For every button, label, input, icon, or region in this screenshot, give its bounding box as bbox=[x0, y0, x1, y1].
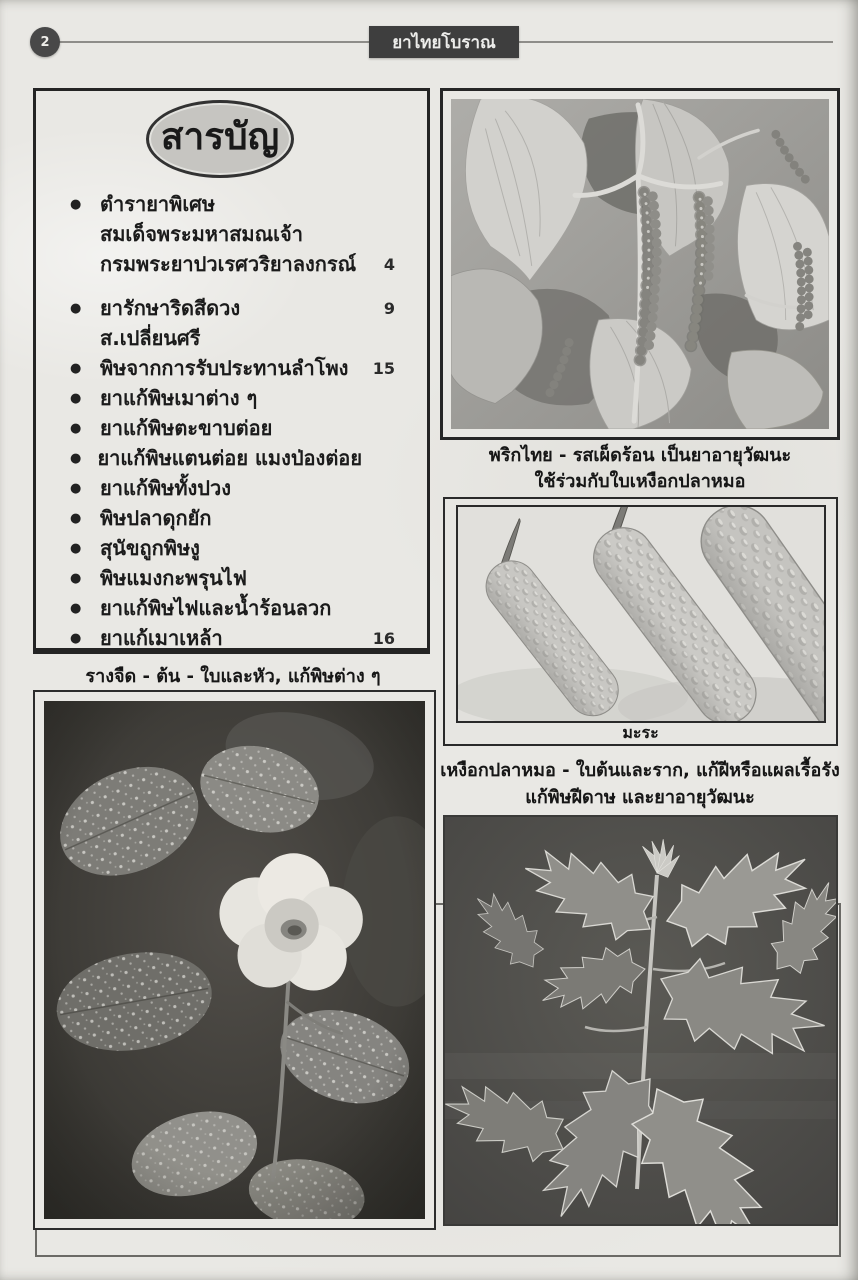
toc-item bbox=[70, 563, 395, 593]
rangjued-photo-frame bbox=[33, 690, 436, 1230]
toc-item bbox=[70, 473, 395, 503]
page-number: 2 bbox=[40, 34, 50, 50]
pepper-caption-line1: พริกไทย - รสเผ็ดร้อน เป็นยาอายุวัฒนะ bbox=[488, 445, 792, 466]
toc-item-page: 4 bbox=[383, 254, 395, 274]
bullet-icon: ● bbox=[70, 480, 82, 496]
sea-holly-caption-line2: แก้พิษฝีดาษ และยาอายุวัฒนะ bbox=[525, 787, 755, 808]
bullet-icon: ● bbox=[70, 420, 82, 436]
toc-item-label: ยาแก้พิษเมาต่าง ๆ bbox=[100, 386, 258, 410]
toc-item bbox=[70, 383, 395, 413]
toc-item-page: 15 bbox=[372, 358, 395, 378]
toc-item bbox=[70, 623, 395, 653]
rangjued-photo-image bbox=[44, 701, 425, 1219]
toc-item-page: 9 bbox=[383, 298, 395, 318]
toc-item-label: สมเด็จพระมหาสมณเจ้า bbox=[100, 222, 303, 246]
toc-item-label: ยาแก้พิษตะขาบต่อย bbox=[100, 416, 273, 440]
toc-item bbox=[70, 443, 395, 473]
toc-list bbox=[70, 189, 395, 653]
bullet-icon: ● bbox=[70, 540, 82, 556]
toc-item bbox=[70, 353, 395, 383]
bullet-icon: ● bbox=[70, 600, 82, 616]
toc-item-label: ยารักษาริดสีดวง bbox=[100, 296, 241, 320]
toc-title-oval bbox=[146, 100, 294, 178]
toc-item bbox=[70, 189, 395, 219]
toc-item bbox=[70, 533, 395, 563]
pepper-caption-line2: ใช้ร่วมกับใบเหงือกปลาหมอ bbox=[534, 471, 746, 492]
toc-item-label: ส.เปลี่ยนศรี bbox=[100, 326, 201, 350]
toc-item-page: 16 bbox=[372, 628, 395, 648]
bullet-icon: ● bbox=[70, 360, 82, 376]
bullet-icon: ● bbox=[70, 390, 82, 406]
toc-item bbox=[70, 249, 395, 279]
toc-item-label: กรมพระยาปวเรศวริยาลงกรณ์ bbox=[100, 252, 357, 276]
toc-item-label: ยาแก้พิษทั้งปวง bbox=[100, 476, 231, 500]
toc-item-label: พิษแมงกะพรุนไฟ bbox=[100, 566, 247, 590]
toc-item bbox=[70, 293, 395, 323]
toc-item bbox=[70, 593, 395, 623]
bullet-icon: ● bbox=[70, 450, 82, 466]
sea-holly-photo-image bbox=[445, 817, 836, 1224]
bullet-icon: ● bbox=[70, 570, 82, 586]
rangjued-caption bbox=[30, 666, 436, 688]
toc-item bbox=[70, 323, 395, 353]
pepper-caption bbox=[438, 443, 842, 495]
bullet-icon: ● bbox=[70, 300, 82, 316]
toc-item-label: พิษปลาดุกยัก bbox=[100, 506, 212, 530]
toc-item-label: ยาแก้พิษแตนต่อย แมงป่องต่อย bbox=[97, 446, 363, 470]
header-title-box bbox=[369, 26, 519, 58]
toc-title: สารบัญ bbox=[160, 114, 280, 158]
sea-holly-caption-line1: เหงือกปลาหมอ - ใบต้นและราก, แก้ฝีหรือแผลเรื้อรัง bbox=[440, 760, 840, 781]
toc-item bbox=[70, 219, 395, 249]
toc-item-label: ตำรายาพิเศษ bbox=[100, 192, 216, 216]
toc-item-label: พิษจากการรับประทานลำโพง bbox=[100, 356, 349, 380]
sea-holly-caption bbox=[436, 757, 844, 811]
bitter-melon-photo-image bbox=[456, 505, 826, 723]
toc-item-label: ยาแก้เมาเหล้า bbox=[100, 626, 223, 650]
bullet-icon: ● bbox=[70, 510, 82, 526]
bullet-icon: ● bbox=[70, 630, 82, 646]
toc-item bbox=[70, 503, 395, 533]
bullet-icon: ● bbox=[70, 196, 82, 212]
sea-holly-photo-frame bbox=[443, 815, 838, 1226]
toc-item-label: สุนัขถูกพิษงู bbox=[100, 536, 200, 560]
toc-item-label: ยาแก้พิษไฟและน้ำร้อนลวก bbox=[100, 596, 332, 620]
rangjued-caption-text: รางจืด - ต้น - ใบและหัว, แก้พิษต่าง ๆ bbox=[85, 666, 381, 687]
pepper-photo-frame bbox=[440, 88, 840, 440]
header-title: ยาไทยโบราณ bbox=[392, 32, 496, 53]
toc-item bbox=[70, 413, 395, 443]
page-number-badge bbox=[30, 27, 60, 57]
bitter-melon-caption-text: มะระ bbox=[622, 723, 659, 742]
pepper-photo-image bbox=[451, 99, 829, 429]
bitter-melon-caption bbox=[443, 723, 838, 743]
